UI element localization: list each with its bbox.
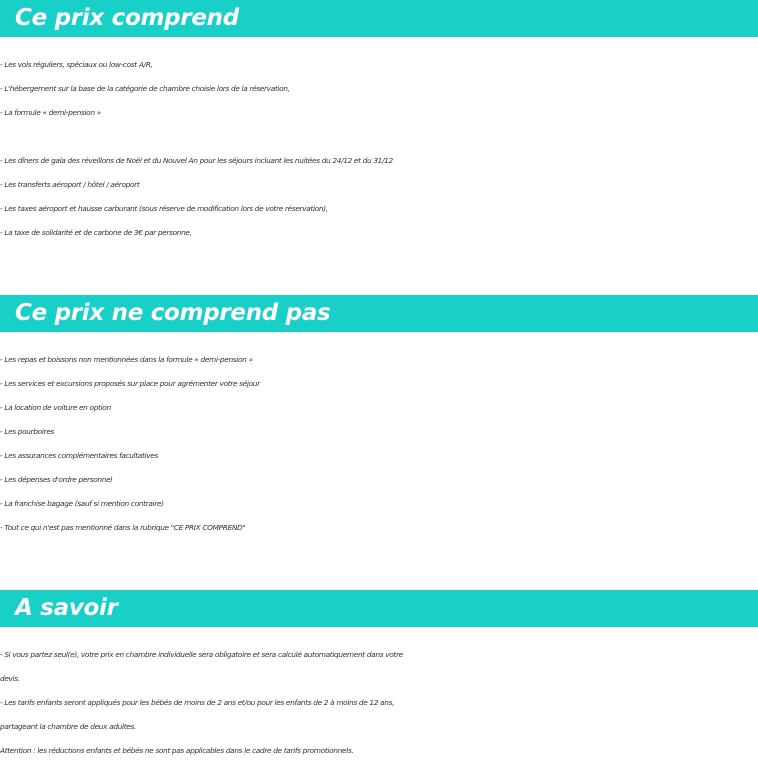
info-list xyxy=(0,643,758,763)
list-item: - Les dîners de gala des réveillons de Noël et du Nouvel An pour les séjours incluant les nuitées du 24/12 et du 31/12 xyxy=(0,156,393,165)
list-item: - Les assurances complémentaires facultatives xyxy=(0,451,158,460)
list-item: - Les transferts aéroport / hôtel / aéroport xyxy=(0,180,140,189)
list-item: - Les repas et boissons non mentionnées dans la formule « demi-pension » xyxy=(0,355,253,364)
blank-line xyxy=(0,125,758,149)
list-item: - La formule « demi-pension » xyxy=(0,108,101,117)
list-item: - Les tarifs enfants seront appliqués pour les bébés de moins de 2 ans et/ou pour les enfants de 2 à moins de 12 ans, xyxy=(0,698,395,707)
list-item: - L'hébergement sur la base de la catégorie de chambre choisie lors de la réservation, xyxy=(0,84,290,93)
attention-note: Attention : les réductions enfants et bébés ne sont pas applicables dans le cadre de tarifs promotionnels. xyxy=(0,746,354,755)
included-list xyxy=(0,53,758,245)
list-item: - Les vols réguliers, spéciaux ou low-cost A/R, xyxy=(0,60,153,69)
list-item: - La franchise bagage (sauf si mention contraire) xyxy=(0,499,164,508)
section-title: A savoir xyxy=(15,595,118,621)
section-header-ce-prix-ne-comprend-pas xyxy=(0,295,758,332)
excluded-list xyxy=(0,348,758,540)
list-item: - La taxe de solidarité et de carbone de 3€ par personne, xyxy=(0,228,192,237)
list-item: partageant la chambre de deux adultes. xyxy=(0,722,136,731)
list-item: - Les pourboires xyxy=(0,427,54,436)
list-item: - La location de voiture en option xyxy=(0,403,111,412)
list-item: - Tout ce qui n'est pas mentionné dans la rubrique "CE PRIX COMPREND" xyxy=(0,523,246,532)
section-header-a-savoir xyxy=(0,590,758,627)
list-item: - Les dépenses d'ordre personnel xyxy=(0,475,112,484)
section-title: Ce prix comprend xyxy=(15,5,239,31)
list-item: - Les services et excursions proposés sur place pour agrémenter votre séjour xyxy=(0,379,260,388)
section-title: Ce prix ne comprend pas xyxy=(15,300,331,326)
section-header-ce-prix-comprend xyxy=(0,0,758,37)
list-item: - Si vous partez seul(e), votre prix en chambre individuelle sera obligatoire et sera calculé automatiquement dans votre xyxy=(0,650,403,659)
list-item: devis. xyxy=(0,674,20,683)
list-item: - Les taxes aéroport et hausse carburant (sous réserve de modification lors de votre réservation), xyxy=(0,204,328,213)
